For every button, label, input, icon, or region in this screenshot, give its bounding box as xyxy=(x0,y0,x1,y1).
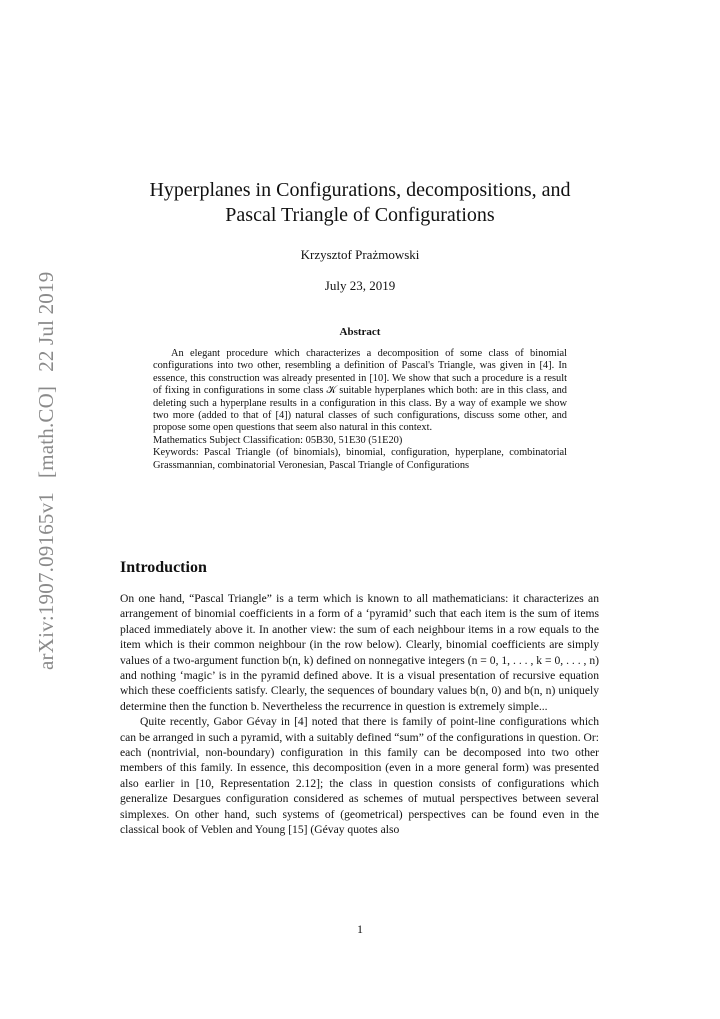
abstract-body: An elegant procedure which characterizes a decomposition of some class of binomial configurations into two other, resembling a definition of Pascal's Triangle, was given in [4]. In essence, this construction was already presented in [10]. We show that such a procedure is a result of fixing in configurations in some class 𝒦 suitable hyperplanes which both: are in this class, and deleting such a hyperplane results in a configuration in this class. By a way of example we show two more (added to that of [4]) natural classes of such configurations, discuss some other, and propose some open questions that seem also natural in this context. xyxy=(153,348,567,434)
arxiv-id: arXiv:1907.09165v1 xyxy=(34,492,58,670)
introduction-heading: Introduction xyxy=(120,559,207,576)
arxiv-date: 22 Jul 2019 xyxy=(34,271,58,372)
arxiv-identifier-stamp xyxy=(34,258,59,670)
introduction-paragraph-2: Quite recently, Gabor Gévay in [4] noted that there is family of point-line configurations which can be arranged in such a pyramid, with a suitably defined “sum” of the configurations in question. Or: each (nontrivial, non-boundary) configuration in this family can be decomposed into two other members of this family. In essence, this decomposition (even in a more general form) was presented also earlier in [10, Representation 2.12]; the class in question consists of configurations which generalize Desargues configuration considered as schemes of mutual perspectives between several simplexes. On other hand, such systems of (geometrical) perspectives can be found even in the classical book of Veblen and Young [15] (Gévay quotes also xyxy=(120,715,599,837)
introduction-body xyxy=(120,591,599,838)
paper-date: July 23, 2019 xyxy=(324,278,396,293)
abstract-msc: Mathematics Subject Classification: 05B30, 51E30 (51E20) xyxy=(153,434,403,446)
paper-author: Krzysztof Prażmowski xyxy=(300,247,420,262)
paper-title xyxy=(120,178,600,228)
abstract-block xyxy=(153,348,567,472)
title-line-2: Pascal Triangle of Configurations xyxy=(225,204,495,226)
introduction-paragraph-1: On one hand, “Pascal Triangle” is a term which is known to all mathematicians: it characterizes an arrangement of binomial coefficients in a form of a ‘pyramid’ such that each item is the sum of items placed immediately above it. In another view: the sum of each neighbour items in a row equals to the item which is their common neighbour (in the row below). Clearly, binomial coefficients are simply values of a two-argument function b(n, k) defined on nonnegative integers (n = 0, 1, . . . , k = 0, . . . , n) and nothing ‘magic’ is in the pyramid defined above. It is a visual presentation of recursive equation which these coefficients satisfy. Clearly, the sequences of boundary values b(n, 0) and b(n, n) uniquely determine then the function b. Nevertheless the recurrence in question is extremely simple... xyxy=(120,592,599,713)
title-line-1: Hyperplanes in Configurations, decompositions, and xyxy=(149,179,571,201)
arxiv-category: [math.CO] xyxy=(34,385,58,478)
abstract-keywords: Keywords: Pascal Triangle (of binomials), binomial, configuration, hyperplane, combinatorial Grassmannian, combinatorial Veronesian, Pascal Triangle of Configurations xyxy=(153,447,567,471)
abstract-heading: Abstract xyxy=(339,326,381,338)
page-number: 1 xyxy=(357,922,363,936)
